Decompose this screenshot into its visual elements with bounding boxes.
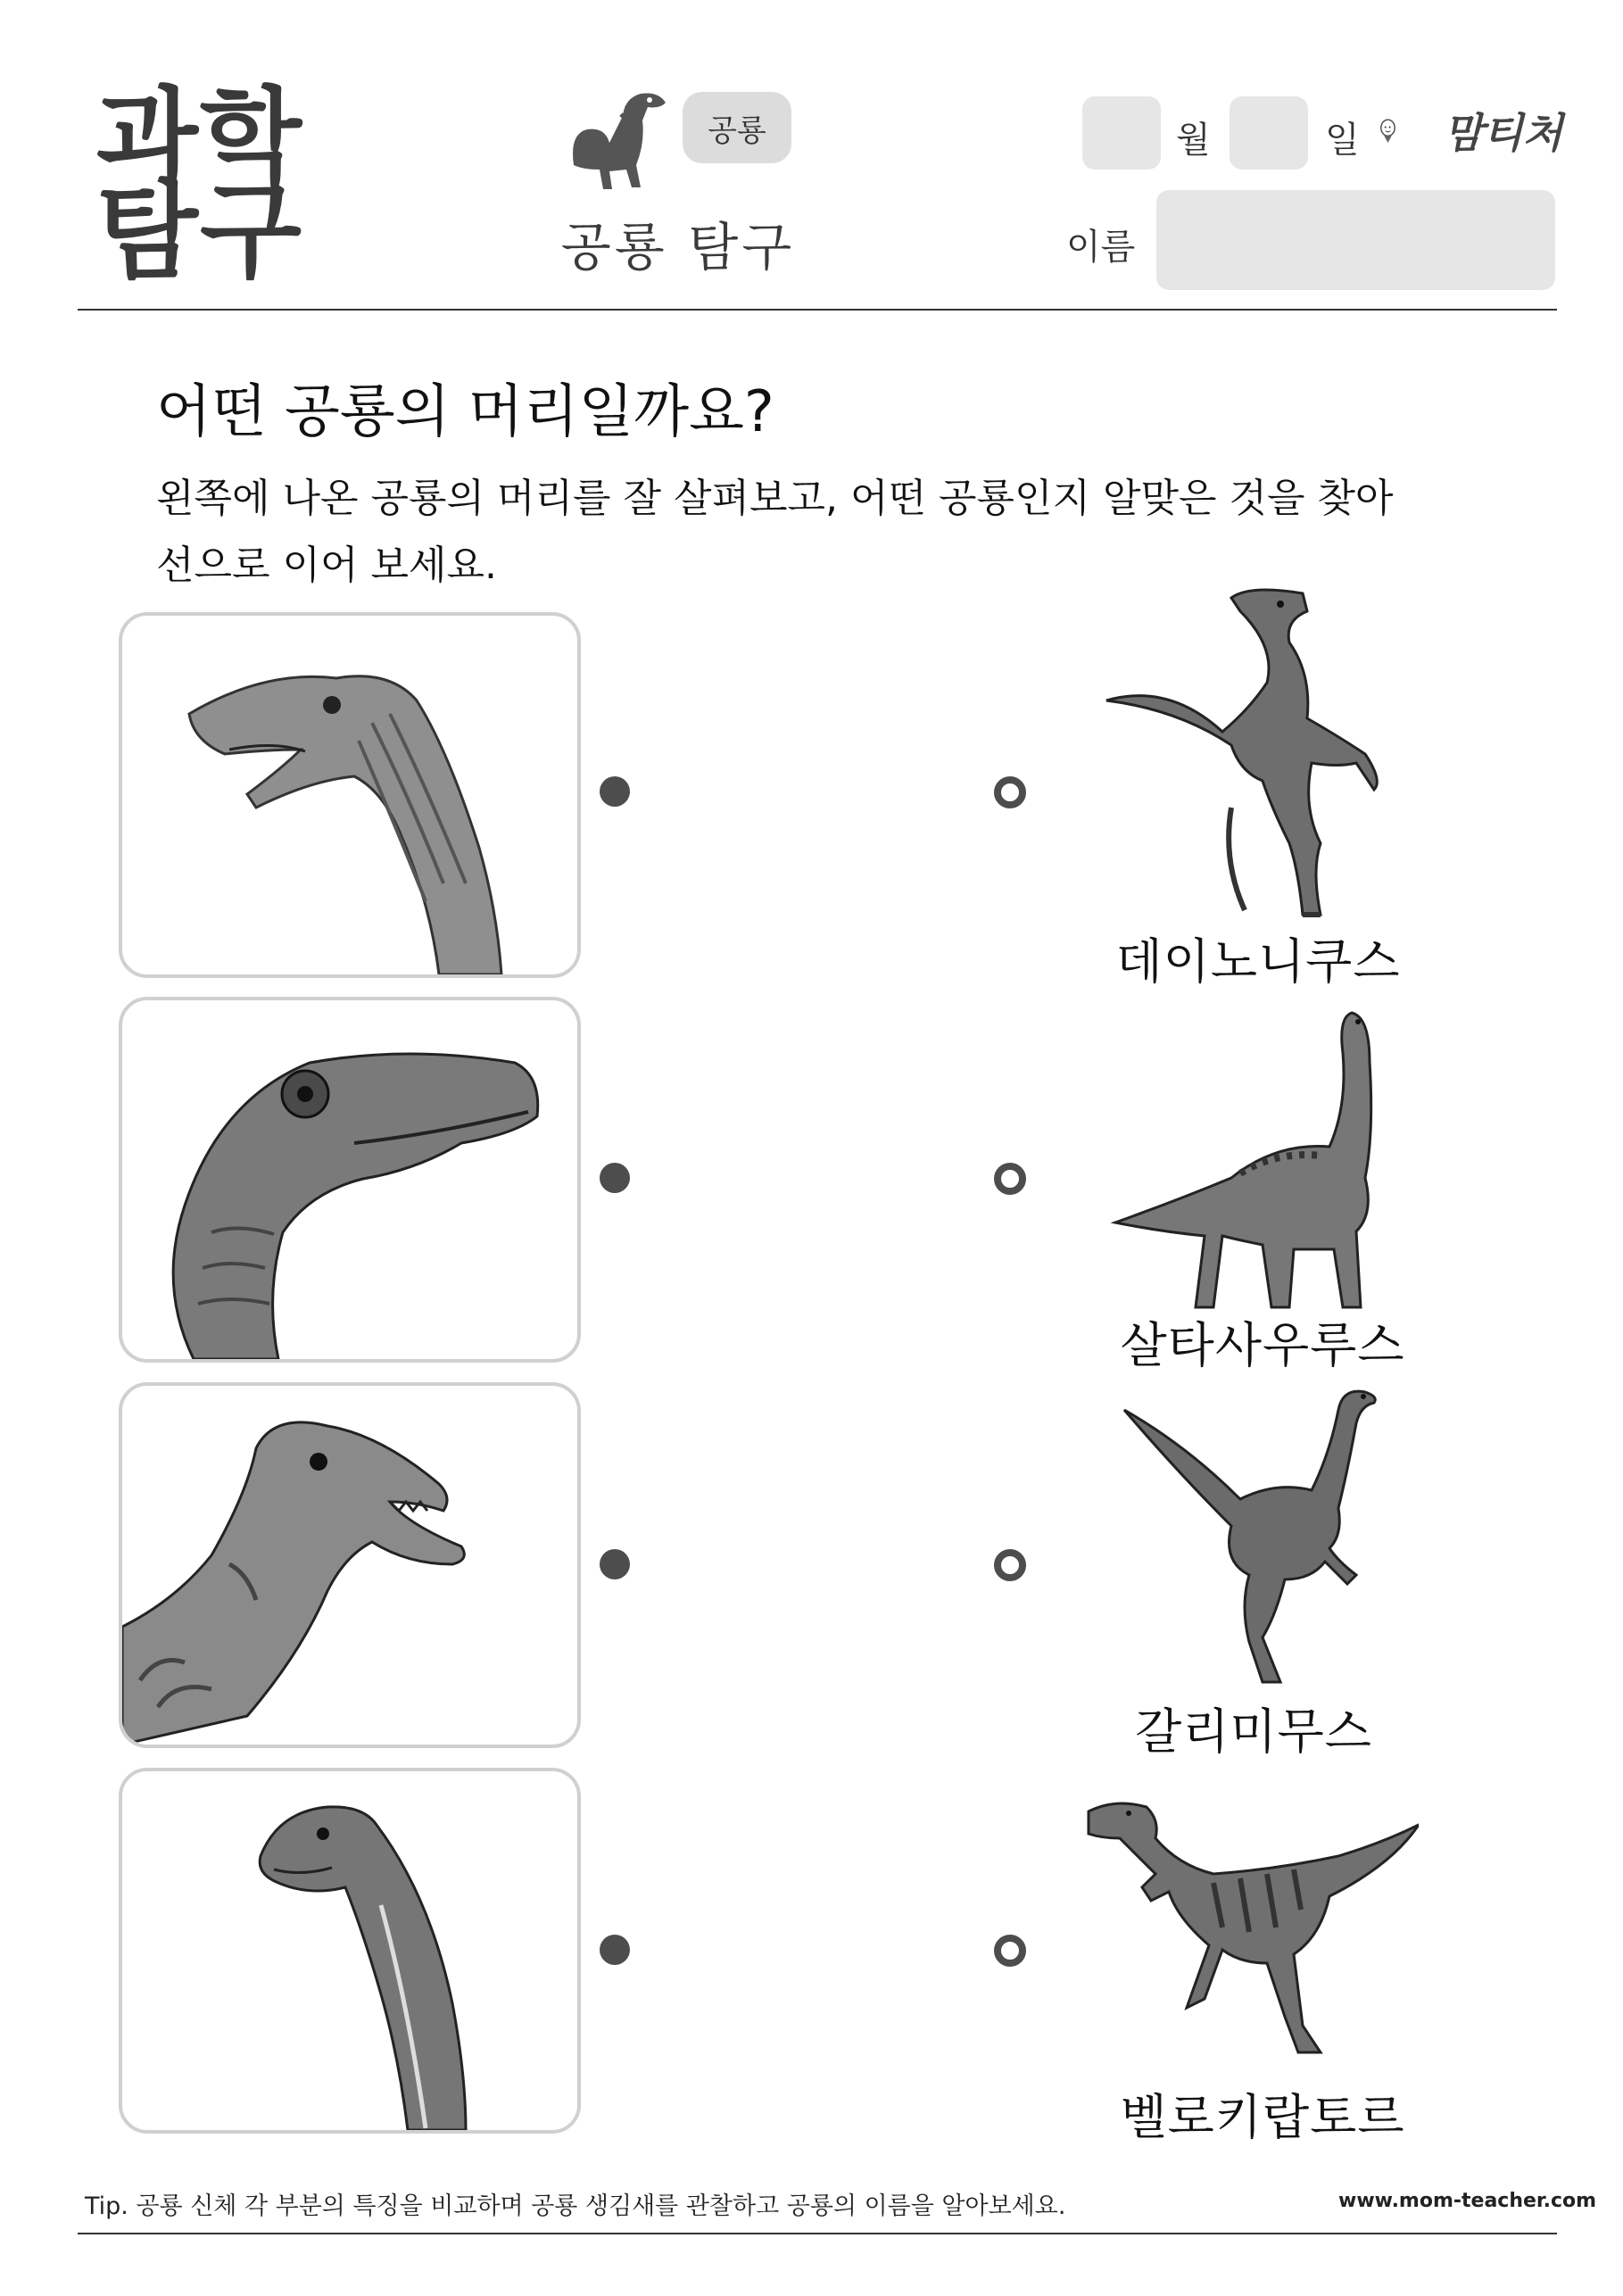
dino-name-3: 갈리미무스 [1135, 1703, 1372, 1760]
dino-name-2: 살타사우루스 [1120, 1317, 1405, 1373]
tip-text: Tip. 공룡 신체 각 부분의 특징을 비교하며 공룡 생김새를 관찰하고 공룡의 이름을 알아보세요. [85, 2192, 1066, 2220]
worksheet-title: 공룡 탐구 [560, 217, 796, 278]
head-dot-3[interactable] [600, 1549, 630, 1579]
dinosaur-head-image-1 [122, 616, 577, 974]
dinosaur-icon [560, 80, 676, 196]
header-divider [78, 309, 1557, 311]
question-title: 어떤 공룡의 머리일까요? [156, 379, 774, 445]
dinosaur-head-image-3 [122, 1386, 577, 1745]
dinosaur-head-image-4 [122, 1771, 577, 2130]
month-label: 월 [1176, 120, 1211, 161]
body-dot-1[interactable] [994, 776, 1026, 808]
body-dot-4[interactable] [994, 1935, 1026, 1967]
instruction-line-2: 선으로 이어 보세요. [156, 543, 497, 588]
deinonychus-image [1097, 576, 1437, 924]
topic-badge: 공룡 [683, 92, 791, 163]
brand-name: 맘티처 [1444, 109, 1563, 157]
dinosaur-head-image-2 [122, 1000, 577, 1359]
head-dot-4[interactable] [600, 1935, 630, 1965]
head-card-3 [119, 1382, 581, 1748]
velociraptor-image [1080, 1785, 1419, 2070]
name-input[interactable] [1156, 190, 1555, 290]
dino-name-1: 데이노니쿠스 [1115, 933, 1401, 990]
instruction-line-1: 왼쪽에 나온 공룡의 머리를 잘 살펴보고, 어떤 공룡인지 알맞은 것을 찾아 [156, 476, 1394, 521]
gallimimus-image [1106, 1383, 1445, 1687]
saltasaurus-image [1106, 999, 1445, 1321]
head-card-2 [119, 997, 581, 1363]
head-dot-2[interactable] [600, 1163, 630, 1193]
head-dot-1[interactable] [600, 776, 630, 807]
logo-text-line2: 탐구 [96, 170, 303, 293]
body-dot-2[interactable] [994, 1163, 1026, 1195]
footer-divider [78, 2233, 1557, 2234]
body-dot-3[interactable] [994, 1549, 1026, 1581]
name-label: 이름 [1066, 227, 1136, 268]
website-link[interactable]: www.mom-teacher.com [1338, 2190, 1597, 2212]
dino-name-4: 벨로키랍토르 [1120, 2089, 1405, 2145]
day-input[interactable] [1230, 96, 1308, 170]
month-input[interactable] [1082, 96, 1161, 170]
logo-text-line1: 과학 [96, 76, 303, 199]
head-card-4 [119, 1768, 581, 2134]
day-label: 일 [1325, 120, 1360, 161]
head-card-1 [119, 612, 581, 978]
